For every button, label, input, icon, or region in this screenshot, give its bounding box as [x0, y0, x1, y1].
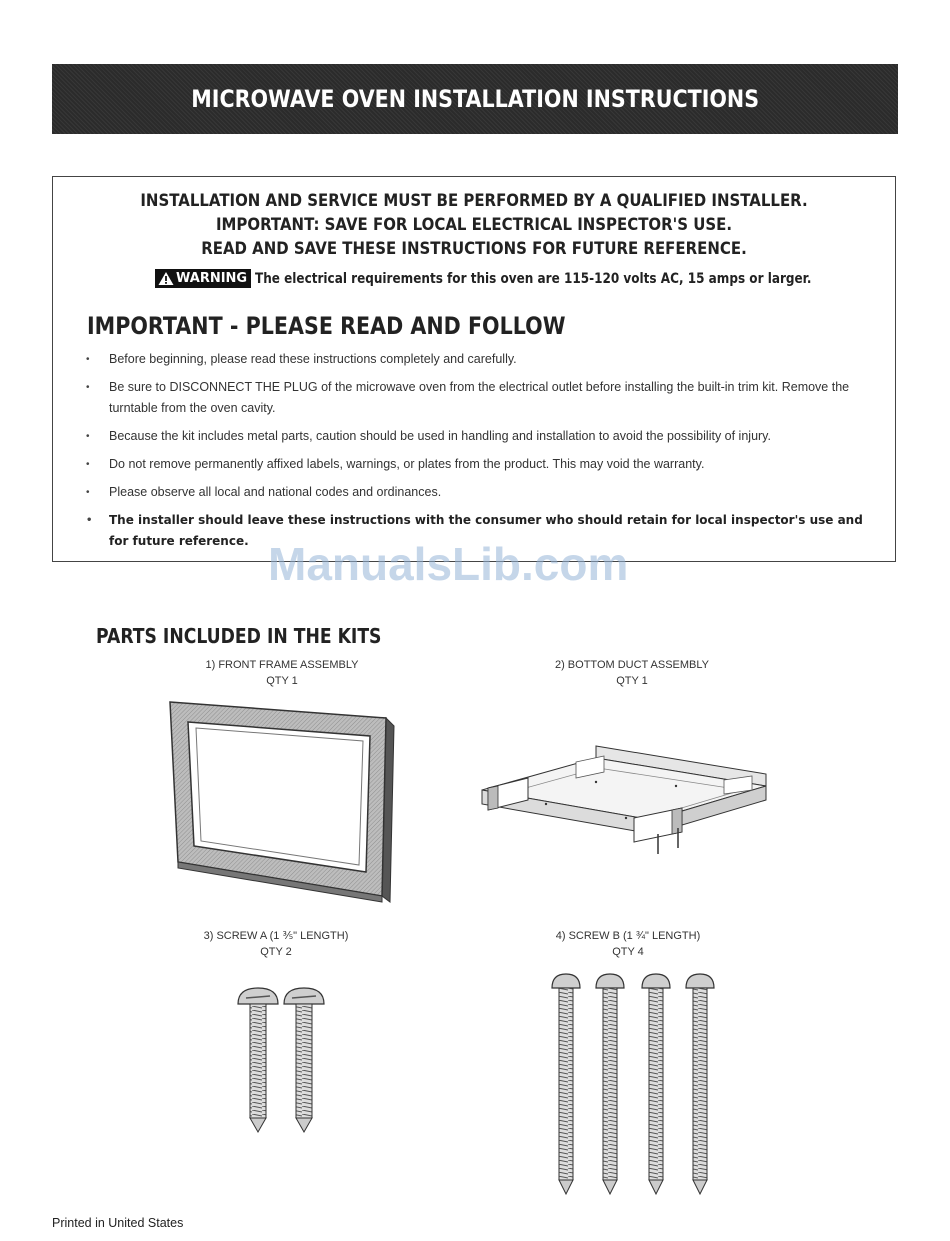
notice-line-inspector: IMPORTANT: SAVE FOR LOCAL ELECTRICAL INSPECTOR'S USE.	[215, 215, 733, 235]
part-qty: QTY 1	[266, 675, 298, 687]
warning-row	[155, 269, 902, 288]
bottom-duct-drawing	[476, 738, 780, 856]
notice-line-save-instructions: READ AND SAVE THESE INSTRUCTIONS FOR FUTURE REFERENCE.	[201, 239, 747, 259]
part-name: 2) BOTTOM DUCT ASSEMBLY	[554, 659, 710, 671]
screw-b-2	[596, 974, 624, 1194]
list-item: • Please observe all local and national codes and ordinances.	[83, 482, 883, 503]
title-bar	[52, 64, 898, 134]
important-list	[83, 349, 883, 559]
warning-text: The electrical requirements for this oven are 115-120 volts AC, 15 amps or larger.	[255, 270, 812, 287]
part-caption-screw-b	[498, 928, 758, 960]
list-item: • Before beginning, please read these instructions completely and carefully.	[83, 349, 883, 370]
watermark: ManualsLib.com	[268, 538, 629, 590]
footer-printed-in: Printed in United States	[52, 1216, 184, 1230]
list-item: • Be sure to DISCONNECT THE PLUG of the microwave oven from the electrical outlet before installing the built-in trim kit. Remove the turntable from the oven cavity.	[83, 377, 883, 419]
list-item: • Do not remove permanently affixed labels, warnings, or plates from the product. This may void the warranty.	[83, 454, 883, 475]
part-name: 4) SCREW B (1 ¾" LENGTH)	[555, 930, 701, 942]
part-name: 3) SCREW A (1 ⅗" LENGTH)	[203, 930, 349, 942]
notice-box	[52, 176, 896, 562]
part-qty: QTY 2	[260, 946, 292, 958]
page-title: MICROWAVE OVEN INSTALLATION INSTRUCTIONS	[191, 85, 759, 113]
screw-a-1	[238, 988, 278, 1132]
screw-b-1	[552, 974, 580, 1194]
screw-a-2	[284, 988, 324, 1132]
parts-heading: PARTS INCLUDED IN THE KITS	[96, 624, 382, 648]
part-caption-screw-a	[146, 928, 406, 960]
screw-b-4	[686, 974, 714, 1194]
screw-b-3	[642, 974, 670, 1194]
list-item-installer-note: • The installer should leave these instructions with the consumer who should retain for local inspector's use and for future reference.	[83, 510, 883, 552]
part-qty: QTY 1	[616, 675, 648, 687]
list-item: • Because the kit includes metal parts, caution should be used in handling and installation to avoid the possibility of injury.	[83, 426, 883, 447]
warning-label: WARNING	[176, 271, 248, 286]
part-qty: QTY 4	[612, 946, 644, 958]
part-name: 1) FRONT FRAME ASSEMBLY	[205, 659, 359, 671]
part-caption-bottom-duct	[502, 657, 762, 689]
warning-badge	[155, 269, 251, 288]
screw-a-drawing	[232, 986, 332, 1136]
important-heading: IMPORTANT - PLEASE READ AND FOLLOW	[87, 312, 566, 340]
front-frame-drawing	[160, 696, 400, 906]
screw-b-drawing	[548, 972, 724, 1198]
notice-lines	[53, 189, 895, 261]
notice-line-qualified-installer: INSTALLATION AND SERVICE MUST BE PERFORMED BY A QUALIFIED INSTALLER.	[140, 191, 808, 211]
part-caption-front-frame	[152, 657, 412, 689]
warning-triangle-icon	[158, 271, 174, 286]
